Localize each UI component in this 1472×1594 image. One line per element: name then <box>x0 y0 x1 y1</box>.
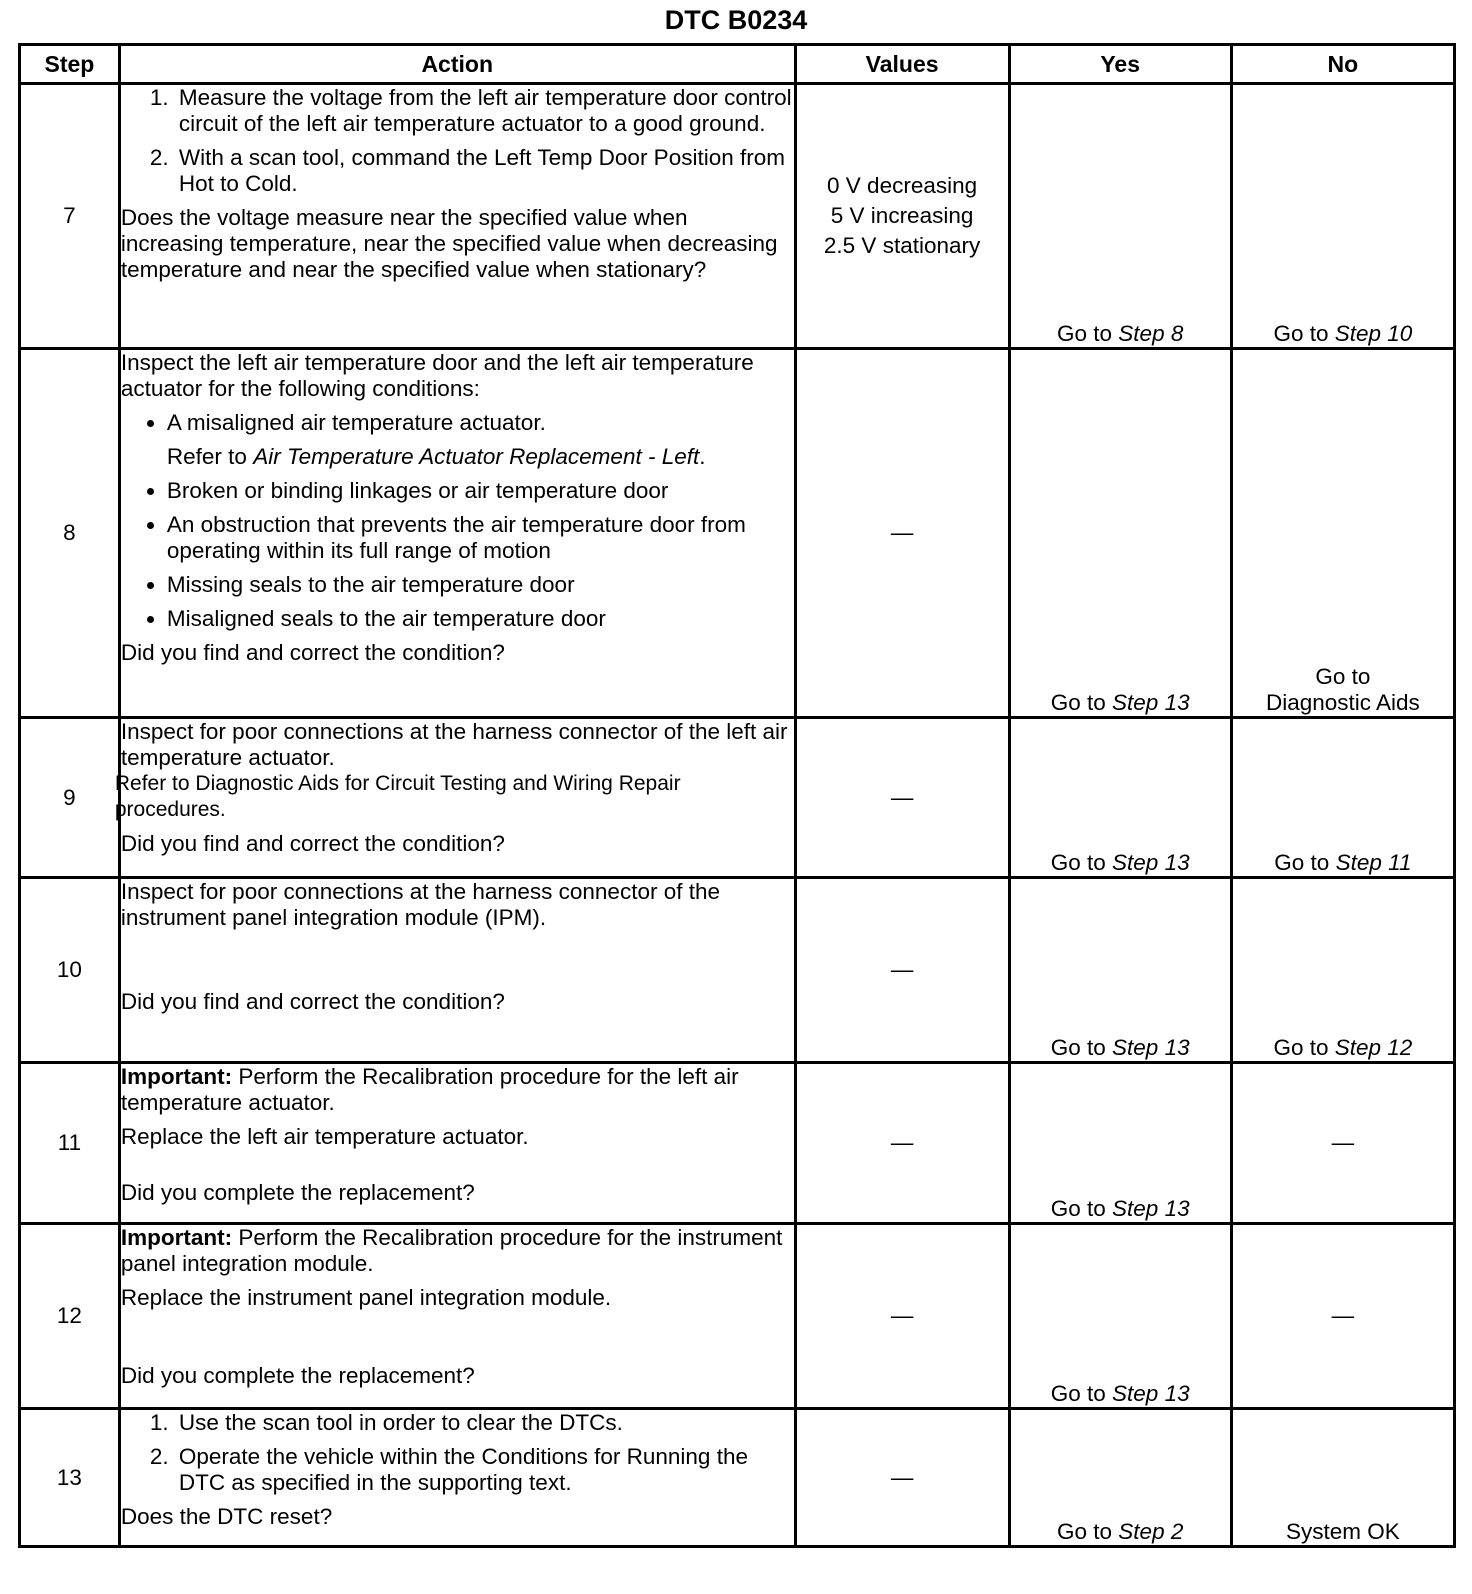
value-dash: — <box>1331 1303 1355 1328</box>
value-dash: — <box>1331 1130 1355 1155</box>
action-text: Replace the instrument panel integration module. <box>120 1285 612 1310</box>
table-row <box>20 1409 1455 1547</box>
important-label: Important: <box>120 1064 233 1089</box>
value-dash: — <box>890 1464 914 1490</box>
conditions-list <box>121 410 794 632</box>
values-cell <box>795 84 1009 349</box>
yes-cell <box>1009 84 1231 349</box>
step-link[interactable]: Step 13 <box>1112 690 1190 715</box>
goto-prefix: Go to <box>1050 850 1106 875</box>
step-link[interactable]: Step 11 <box>1335 850 1412 875</box>
no-cell <box>1231 84 1454 349</box>
list-item: • Broken or binding linkages or air temperature door <box>167 478 794 504</box>
action-question: Did you complete the replacement? <box>120 1180 475 1205</box>
goto-prefix: Go to <box>1050 1196 1106 1221</box>
action-cell <box>119 349 795 718</box>
value-dash: — <box>890 1303 914 1328</box>
no-cell <box>1231 718 1454 878</box>
list-item: • Misaligned seals to the air temperature door <box>167 606 794 632</box>
no-cell <box>1231 878 1454 1063</box>
action-cell <box>114 718 795 878</box>
action-intro: Inspect the left air temperature door and the left air temperature actuator for the following conditions: <box>120 350 754 401</box>
action-question: Does the voltage measure near the specified value when increasing temperature, near the specified value when decreasing temperature and near the specified value when stationary? <box>120 205 778 282</box>
goto-prefix: Go to <box>1315 664 1371 689</box>
action-cell <box>119 1224 795 1409</box>
action-text: Inspect for poor connections at the harness connector of the instrument panel integration module (IPM). <box>120 879 720 930</box>
goto-prefix: Go to <box>1273 321 1329 346</box>
list-item: • Missing seals to the air temperature door <box>167 572 794 598</box>
values-cell <box>795 349 1009 718</box>
table-header-row <box>20 45 1455 84</box>
yes-cell <box>1009 1063 1231 1224</box>
values-cell <box>795 878 1009 1063</box>
step-number: 8 <box>20 349 120 718</box>
action-question: Did you find and correct the condition? <box>120 831 505 856</box>
value-line: 0 V decreasing <box>827 173 978 198</box>
action-text: Inspect for poor connections at the harness connector of the left air temperature actuator. <box>120 719 788 770</box>
diagnostic-table <box>18 43 1456 1548</box>
step-number: 12 <box>20 1224 120 1409</box>
step-number: 10 <box>20 878 120 1063</box>
reference-link[interactable]: Air Temperature Actuator Replacement - Left <box>253 444 700 469</box>
goto-prefix: Go to <box>1050 690 1106 715</box>
value-dash: — <box>890 1130 914 1155</box>
no-cell <box>1231 349 1454 718</box>
important-label: Important: <box>120 1225 233 1250</box>
goto-prefix: Go to <box>1050 1035 1106 1060</box>
list-item: 2. Operate the vehicle within the Conditions for Running the DTC as specified in the supporting text. <box>175 1444 794 1496</box>
system-ok-text: System OK <box>1285 1519 1400 1544</box>
refer-note: Refer to Air Temperature Actuator Replacement - Left. <box>166 444 706 469</box>
action-cell <box>119 878 795 1063</box>
values-cell <box>795 1224 1009 1409</box>
list-item: 1. Use the scan tool in order to clear the DTCs. <box>175 1410 794 1436</box>
step-link[interactable]: Step 2 <box>1118 1519 1184 1544</box>
no-cell <box>1231 1063 1454 1224</box>
value-dash: — <box>890 784 914 810</box>
step-link[interactable]: Step 13 <box>1112 850 1190 875</box>
action-cell <box>119 1409 795 1547</box>
header-step: Step <box>20 45 120 84</box>
goto-prefix: Go to <box>1057 1519 1113 1544</box>
action-list <box>121 85 794 197</box>
action-question: Does the DTC reset? <box>120 1504 333 1529</box>
step-link[interactable]: Step 13 <box>1112 1381 1190 1406</box>
action-question: Did you find and correct the condition? <box>120 640 505 665</box>
header-values: Values <box>795 45 1009 84</box>
page-title: DTC B0234 <box>664 5 808 35</box>
values-cell <box>795 1063 1009 1224</box>
yes-cell <box>1009 1409 1231 1547</box>
list-item: 2. With a scan tool, command the Left Temp Door Position from Hot to Cold. <box>175 145 794 197</box>
yes-cell <box>1009 349 1231 718</box>
value-dash: — <box>890 520 914 545</box>
step-link[interactable]: Step 10 <box>1334 321 1413 346</box>
action-cell <box>119 84 795 349</box>
table-row <box>20 1224 1455 1409</box>
list-item: • An obstruction that prevents the air temperature door from operating within its full range of motion <box>167 512 794 564</box>
goto-prefix: Go to <box>1274 850 1330 875</box>
goto-prefix: Go to <box>1273 1035 1329 1060</box>
yes-cell <box>1009 878 1231 1063</box>
header-no: No <box>1231 45 1454 84</box>
values-cell <box>795 1409 1009 1547</box>
values-cell <box>795 718 1009 878</box>
table-row <box>20 1063 1455 1224</box>
value-line: 5 V increasing <box>830 203 974 228</box>
action-question: Did you complete the replacement? <box>120 1363 475 1388</box>
diagnostic-aids-link[interactable]: Diagnostic Aids <box>1265 690 1420 715</box>
table-row <box>20 349 1455 718</box>
step-link[interactable]: Step 12 <box>1334 1035 1413 1060</box>
yes-cell <box>1009 718 1231 878</box>
list-item: • A misaligned air temperature actuator. Refer to Air Temperature Actuator Replacement - Left. <box>167 410 794 470</box>
important-note: Important: Perform the Recalibration procedure for the left air temperature actuator. <box>120 1064 739 1115</box>
goto-prefix: Go to <box>1050 1381 1106 1406</box>
list-item: 1. Measure the voltage from the left air temperature door control circuit of the left air temperature actuator to a good ground. <box>175 85 794 137</box>
step-number: 13 <box>20 1409 120 1547</box>
action-question: Did you find and correct the condition? <box>120 989 505 1014</box>
value-line: 2.5 V stationary <box>823 233 981 258</box>
step-number: 7 <box>20 84 120 349</box>
value-dash: — <box>890 957 914 982</box>
no-cell <box>1231 1409 1454 1547</box>
step-link[interactable]: Step 13 <box>1112 1035 1190 1060</box>
action-note: Refer to Diagnostic Aids for Circuit Testing and Wiring Repair procedures. <box>114 772 681 821</box>
action-list <box>121 1410 794 1496</box>
table-row <box>20 718 1455 878</box>
step-link[interactable]: Step 13 <box>1112 1196 1190 1221</box>
important-note: Important: Perform the Recalibration procedure for the instrument panel integration module. <box>120 1225 783 1276</box>
step-number: 11 <box>20 1063 120 1224</box>
yes-cell <box>1009 1224 1231 1409</box>
goto-prefix: Go to <box>1057 321 1113 346</box>
table-row <box>20 878 1455 1063</box>
action-text: Replace the left air temperature actuator. <box>120 1124 529 1149</box>
step-link[interactable]: Step 8 <box>1118 321 1184 346</box>
action-cell <box>119 1063 795 1224</box>
step-number: 9 <box>20 718 120 878</box>
table-row <box>20 84 1455 349</box>
no-cell <box>1231 1224 1454 1409</box>
header-action: Action <box>119 45 795 84</box>
header-yes: Yes <box>1009 45 1231 84</box>
